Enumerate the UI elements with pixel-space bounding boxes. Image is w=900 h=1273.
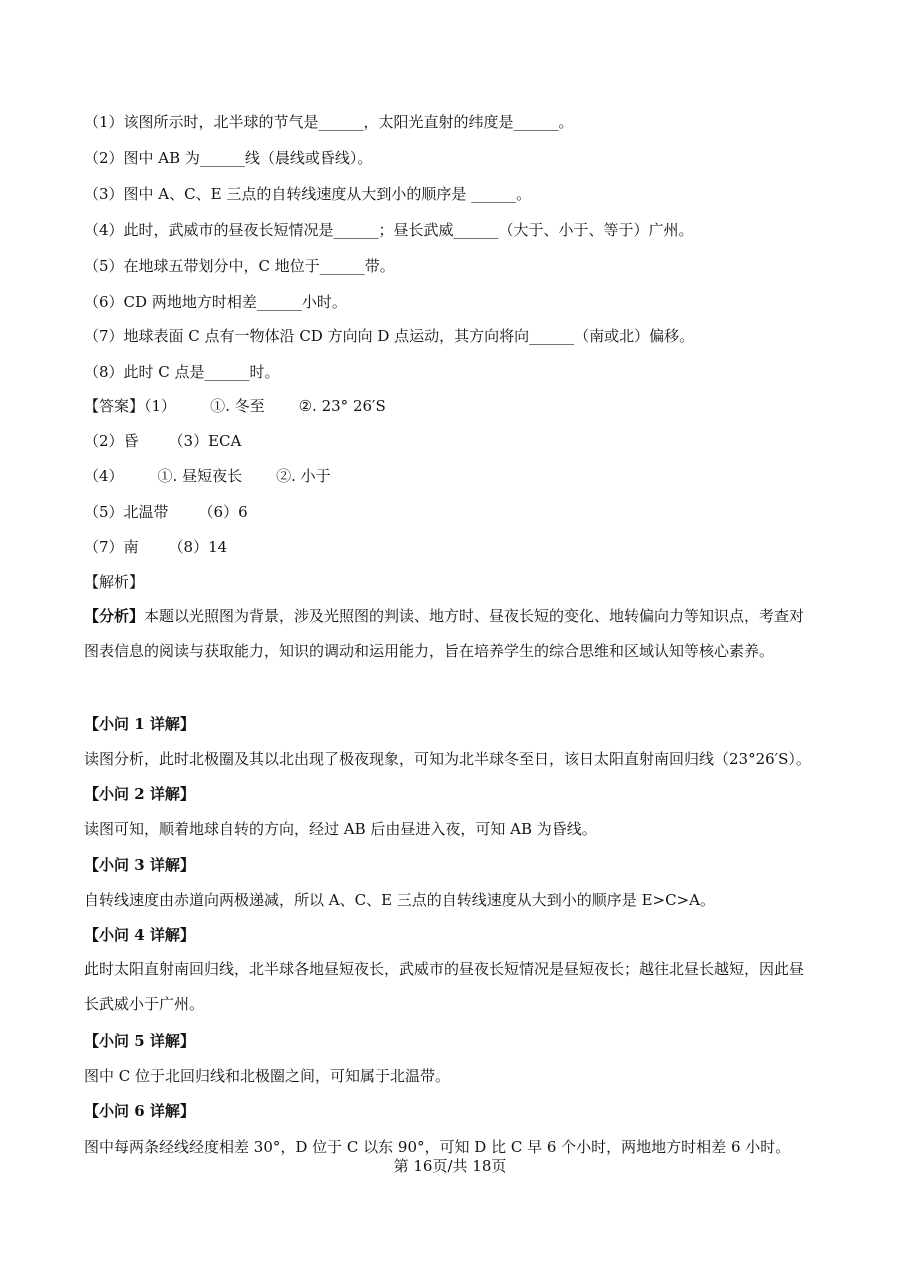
question-6: （6）CD 两地地方时相差______小时。 (84, 293, 347, 311)
page-footer: 第 16页/共 18页 (393, 1157, 507, 1175)
answer-4-part-2: ②. 小于 (276, 467, 331, 485)
detail-5-text: 图中 C 位于北回归线和北极圈之间，可知属于北温带。 (84, 1067, 451, 1085)
answer-1-number: （1） (144, 397, 177, 415)
fenxi-text: 本题以光照图为背景，涉及光照图的判读、地方时、昼夜长短的变化、地转偏向力等知识点，考查对图表信息的阅读与获取能力，知识的调动和运用能力，旨在培养学生的综合思维和区域认知等核心素养。 (84, 607, 805, 660)
answer-6: （6）6 (198, 503, 248, 521)
detail-5-heading: 【小问 5 详解】 (84, 1032, 195, 1050)
analysis-label: 【解析】 (84, 573, 145, 591)
detail-2-heading: 【小问 2 详解】 (84, 785, 195, 803)
question-8: （8）此时 C 点是______时。 (84, 363, 280, 381)
question-1: （1）该图所示时，北半球的节气是______，太阳光直射的纬度是______。 (84, 113, 574, 131)
answer-line-3 (84, 466, 814, 486)
answer-label: 【答案】 (84, 397, 145, 415)
answer-4-number: （4） (84, 467, 124, 485)
detail-6-text: 图中每两条经线经度相差 30°，D 位于 C 以东 90°，可知 D 比 C 早 6 个小时，两地地方时相差 6 小时。 (84, 1138, 791, 1156)
answer-line-5 (84, 537, 814, 557)
fenxi-label: 【分析】 (84, 607, 145, 625)
answer-8: （8）14 (168, 538, 228, 556)
answer-line-4 (84, 502, 814, 522)
detail-1-heading: 【小问 1 详解】 (84, 715, 195, 733)
answer-2: （2）昏 (84, 432, 139, 450)
question-2: （2）图中 AB 为______线（晨线或昏线）。 (84, 149, 373, 167)
answer-5: （5）北温带 (84, 503, 169, 521)
detail-4-text: 此时太阳直射南回归线，北半球各地昼短夜长，武威市的昼夜长短情况是昼短夜长；越往北昼长越短，因此昼长武威小于广州。 (84, 960, 805, 1013)
answer-1-part-2: ②. 23° 26′S (298, 397, 386, 415)
answer-line-1 (84, 396, 814, 416)
fenxi-paragraph (84, 599, 816, 669)
question-4: （4）此时，武威市的昼夜长短情况是______；昼长武威______（大于、小于、等于）广州。 (84, 221, 694, 239)
answer-line-2 (84, 431, 814, 451)
detail-1-text: 读图分析，此时北极圈及其以北出现了极夜现象，可知为北半球冬至日，该日太阳直射南回归线（23°26′S）。 (84, 750, 811, 768)
detail-3-text: 自转线速度由赤道向两极递减，所以 A、C、E 三点的自转线速度从大到小的顺序是 E>C>A。 (84, 891, 715, 909)
detail-4-heading: 【小问 4 详解】 (84, 926, 195, 944)
detail-2-text: 读图可知，顺着地球自转的方向，经过 AB 后由昼进入夜，可知 AB 为昏线。 (84, 820, 597, 838)
answer-3: （3）ECA (168, 432, 242, 450)
detail-3-heading: 【小问 3 详解】 (84, 856, 195, 874)
answer-1-part-1: ①. 冬至 (210, 397, 265, 415)
question-5: （5）在地球五带划分中，C 地位于______带。 (84, 257, 395, 275)
answer-4-part-1: ①. 昼短夜长 (157, 467, 243, 485)
question-3: （3）图中 A、C、E 三点的自转线速度从大到小的顺序是 ______。 (84, 185, 532, 203)
detail-6-heading: 【小问 6 详解】 (84, 1102, 195, 1120)
answer-7: （7）南 (84, 538, 139, 556)
question-7: （7）地球表面 C 点有一物体沿 CD 方向向 D 点运动，其方向将向______（南或北）偏移。 (84, 327, 695, 345)
